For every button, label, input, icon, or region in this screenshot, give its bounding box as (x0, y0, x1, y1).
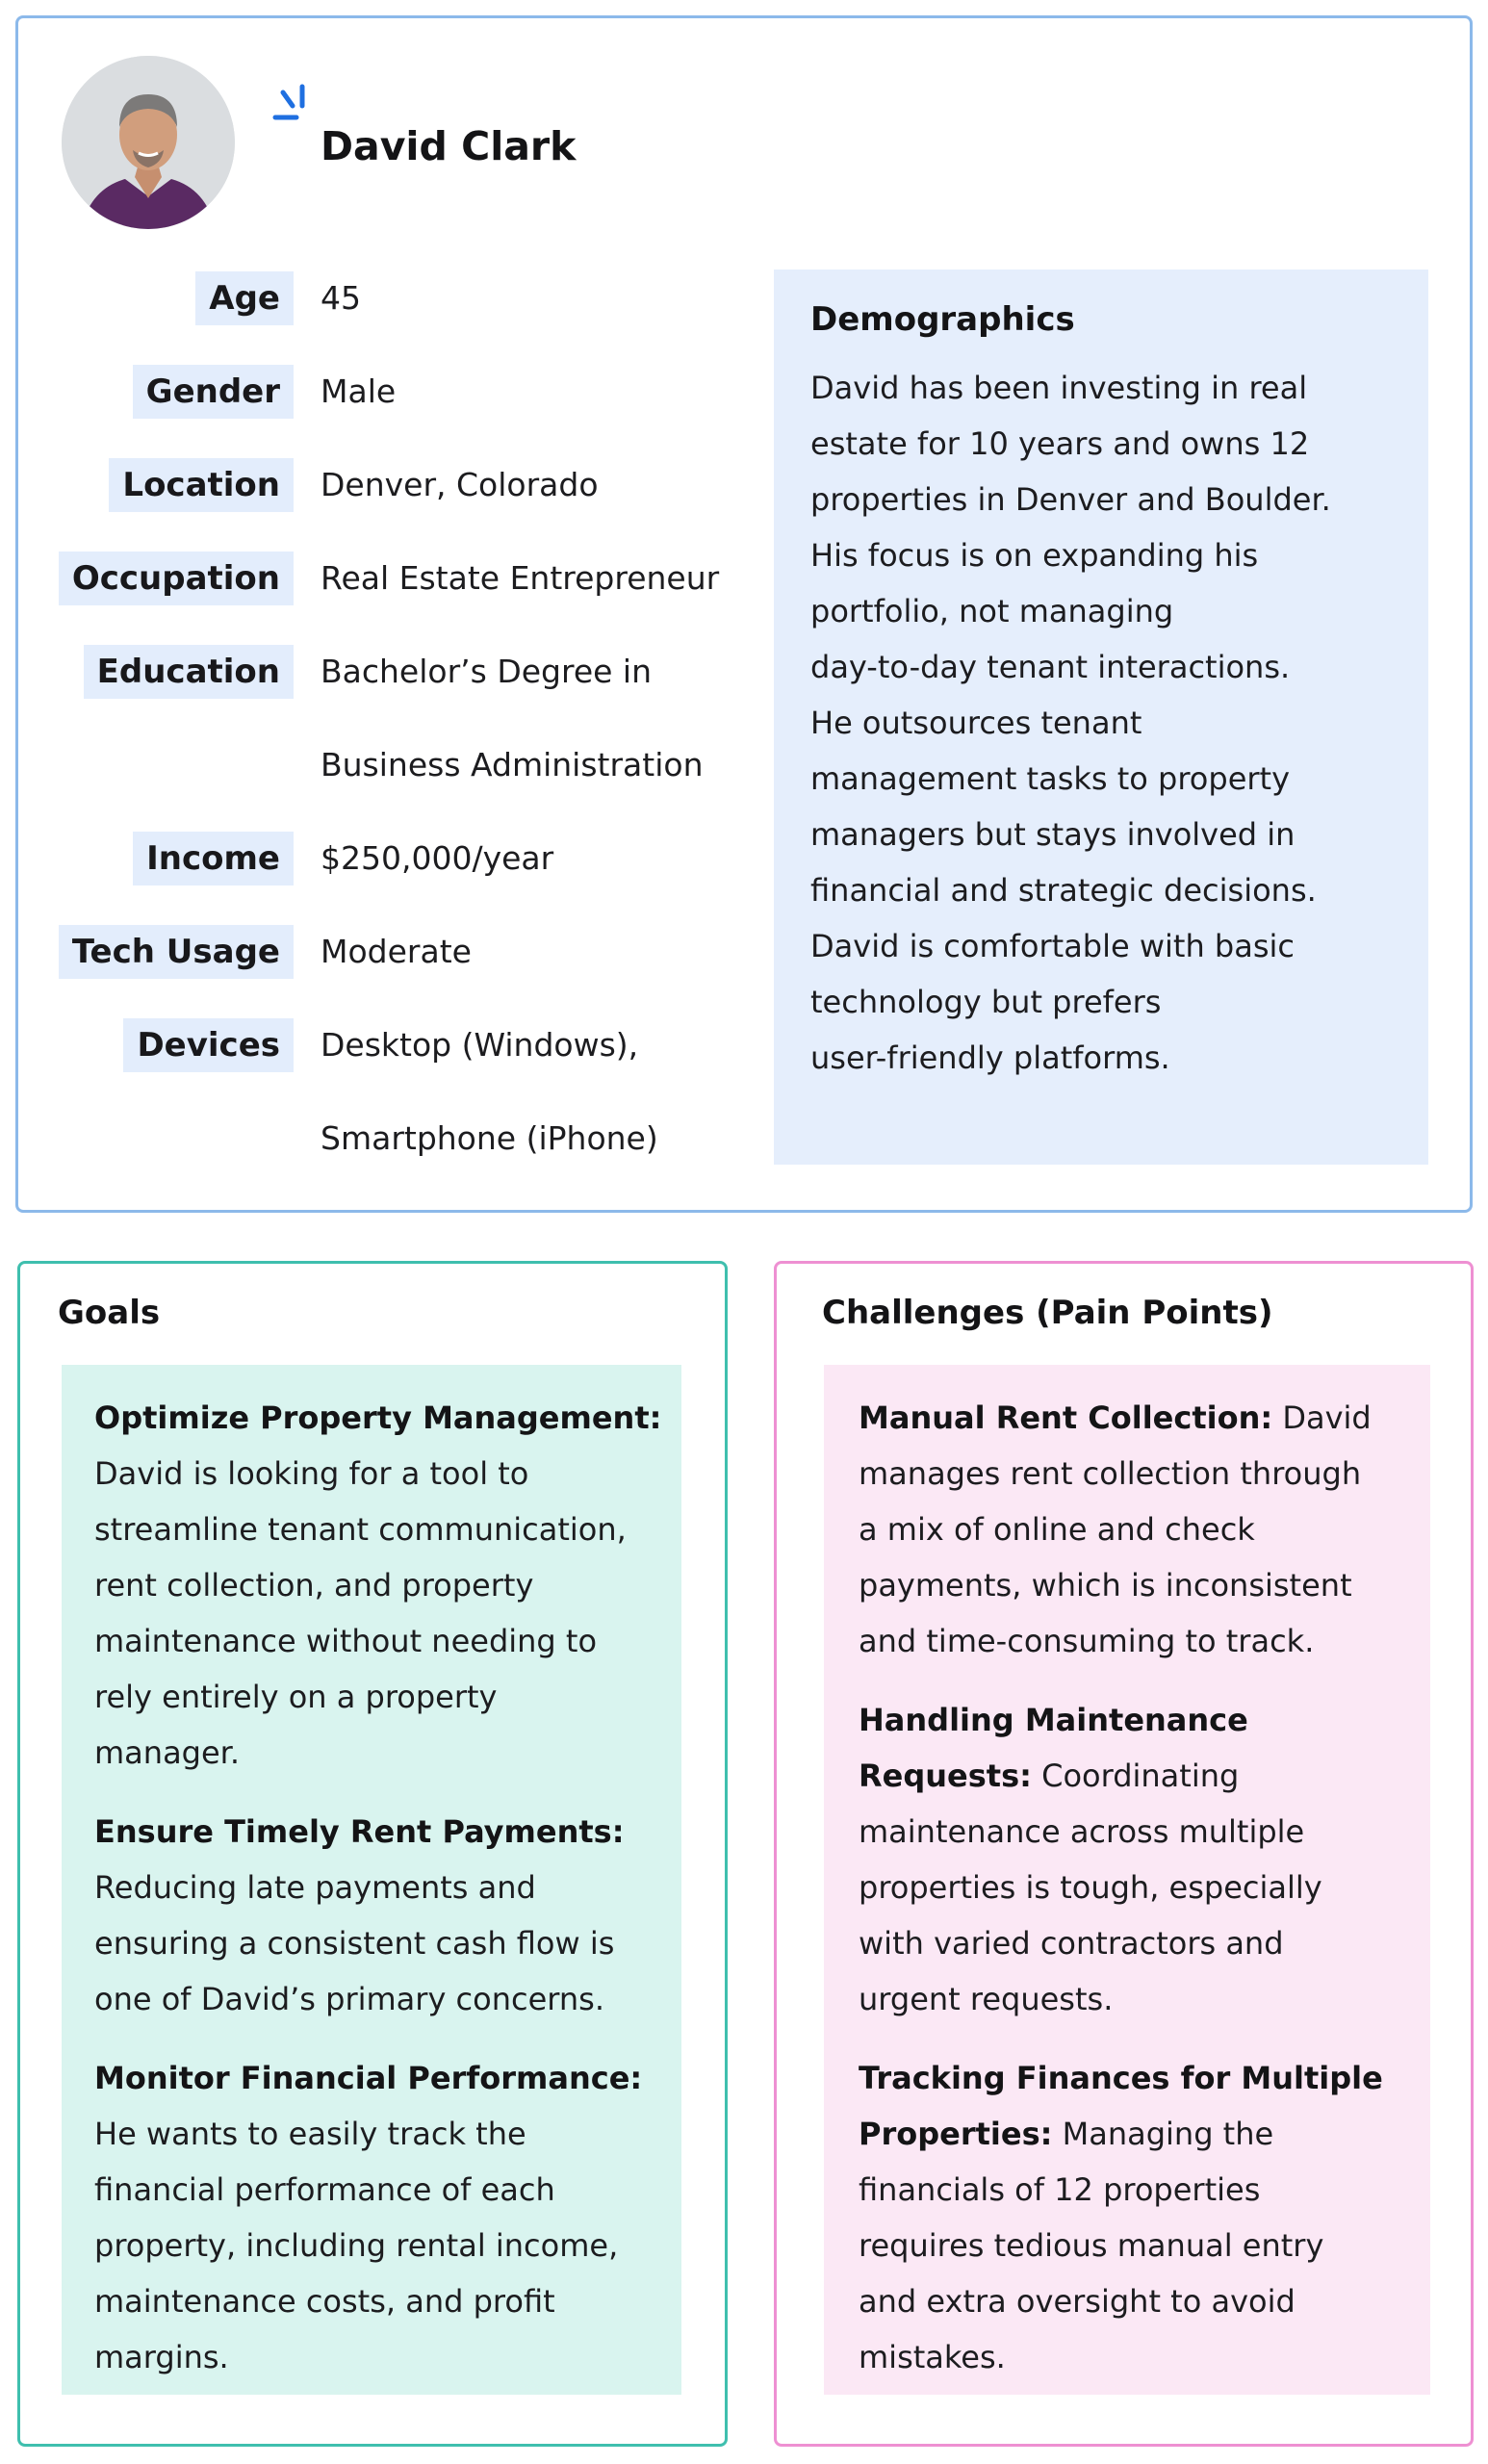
field-value-tech-usage: Moderate (321, 933, 472, 970)
field-label-income: Income (133, 832, 294, 886)
sparkle-icon (271, 81, 314, 127)
challenge-heading: Properties: (859, 2116, 1053, 2152)
demographics-text: David has been investing in real estate for 10 years and owns 12 properties in Denver and Boulder. His focus is on expanding his portfolio, not managing day-to-day tenant interactions. He outsources tenant management tasks to property managers but stays involved in financial and strategic decisions. David is comfortable with basic technology but prefers user-friendly platforms. (810, 370, 1331, 1076)
goals-panel (62, 1365, 681, 2395)
goal-text-line: rent collection, and property (94, 1567, 534, 1604)
challenge-item (859, 2050, 1396, 2385)
field-value-location: Denver, Colorado (321, 466, 599, 503)
goal-heading: Ensure Timely Rent Payments: (94, 1813, 625, 1850)
goals-title: Goals (58, 1294, 161, 1332)
challenge-text-line (859, 2050, 1396, 2106)
goal-text-line: rely entirely on a property (94, 1679, 498, 1715)
challenge-text-line: mistakes. (859, 2339, 1006, 2375)
demographics-title: Demographics (810, 300, 1075, 339)
field-label-gender: Gender (133, 365, 294, 419)
goal-text-line: Reducing late payments and (94, 1869, 536, 1906)
goal-heading: Monitor Financial Performance: (94, 2060, 643, 2096)
challenge-heading: Tracking Finances for Multiple (859, 2060, 1383, 2096)
field-label-education: Education (84, 645, 294, 699)
field-value-devices: Desktop (Windows), (321, 1026, 639, 1064)
challenge-text-line: payments, which is inconsistent (859, 1567, 1352, 1604)
field-label-occupation: Occupation (59, 552, 294, 605)
field-label-devices: Devices (123, 1018, 294, 1072)
field-label-location: Location (109, 458, 294, 512)
goal-text-line: manager. (94, 1734, 241, 1771)
challenge-text-line: maintenance across multiple (859, 1813, 1305, 1850)
challenge-text-line (859, 1692, 1396, 1748)
challenge-item (859, 1390, 1396, 1669)
challenges-panel (824, 1365, 1430, 2395)
challenge-heading: Handling Maintenance (859, 1702, 1248, 1738)
goal-text-line: maintenance costs, and profit (94, 2283, 555, 2320)
challenge-text-line: a mix of online and check (859, 1511, 1255, 1548)
challenge-text-line: manages rent collection through (859, 1455, 1362, 1492)
goal-text-line: David is looking for a tool to (94, 1455, 529, 1492)
challenge-text-line: Properties: Managing the (859, 2116, 1274, 2152)
challenge-text-line: Manual Rent Collection: David (859, 1399, 1372, 1436)
field-value-age: 45 (321, 279, 361, 317)
goal-text-line: streamline tenant communication, (94, 1511, 627, 1548)
challenge-text-line: Requests: Coordinating (859, 1758, 1240, 1794)
goal-text-line: maintenance without needing to (94, 1623, 598, 1659)
avatar (62, 56, 235, 229)
field-label-age: Age (195, 271, 294, 325)
goal-text-line: property, including rental income, (94, 2227, 619, 2264)
goal-heading: Optimize Property Management: (94, 1399, 662, 1436)
field-label-tech-usage: Tech Usage (59, 925, 294, 979)
challenge-heading: Requests: (859, 1758, 1032, 1794)
goal-item (94, 1390, 662, 1781)
challenge-text-line: with varied contractors and (859, 1925, 1284, 1962)
goal-item (94, 2050, 649, 2385)
challenge-text-line: and extra oversight to avoid (859, 2283, 1296, 2320)
challenge-text-line: urgent requests. (859, 1981, 1114, 2017)
goal-text-line: financial performance of each (94, 2171, 555, 2208)
goal-text-line: margins. (94, 2339, 229, 2375)
challenges-title: Challenges (Pain Points) (822, 1294, 1273, 1332)
field-value-education: Bachelor’s Degree in (321, 653, 653, 690)
demographics-panel (774, 270, 1428, 1165)
challenge-text-line: financials of 12 properties (859, 2171, 1261, 2208)
challenge-item (859, 1692, 1396, 2027)
challenge-heading: Manual Rent Collection: (859, 1399, 1273, 1436)
challenge-text-line: and time-consuming to track. (859, 1623, 1315, 1659)
field-value-devices: Smartphone (iPhone) (321, 1119, 658, 1157)
goal-item (94, 1804, 649, 2027)
field-value-occupation: Real Estate Entrepreneur (321, 559, 720, 597)
goal-text-line: one of David’s primary concerns. (94, 1981, 604, 2017)
goal-text-line: ensuring a consistent cash flow is (94, 1925, 615, 1962)
persona-name: David Clark (321, 123, 577, 169)
field-value-gender: Male (321, 372, 397, 410)
field-value-income: $250,000/year (321, 839, 554, 877)
challenge-text-line: requires tedious manual entry (859, 2227, 1324, 2264)
challenge-text-line: properties is tough, especially (859, 1869, 1322, 1906)
goal-text-line: He wants to easily track the (94, 2116, 526, 2152)
field-value-education: Business Administration (321, 746, 704, 783)
